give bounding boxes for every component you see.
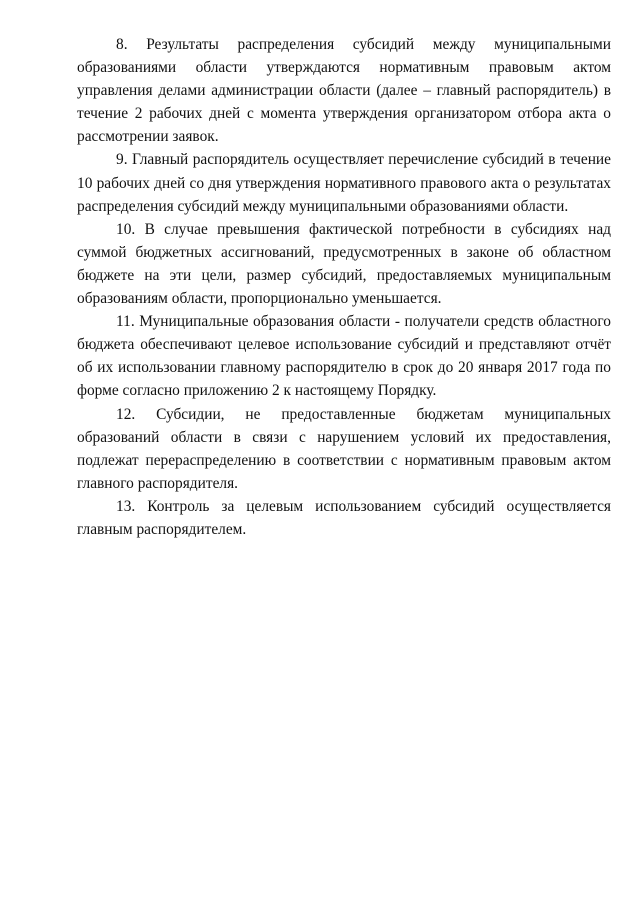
paragraph-8: 8. Результаты распределения субсидий между муниципальными образованиями области утверждаются нормативным правовым актом управления делами администрации области (далее – главный распорядитель) в течение 2 рабочих дней с момента утверждения организатором отбора акта о рассмотрении заявок. (77, 36, 611, 146)
paragraph-10: 10. В случае превышения фактической потребности в субсидиях над суммой бюджетных ассигнований, предусмотренных в законе об областном бюджете на эти цели, размер субсидий, предоставляемых муниципальным образованиям области, пропорционально уменьшается. (77, 220, 611, 308)
paragraph-9: 9. Главный распорядитель осуществляет перечисление субсидий в течение 10 рабочих дней со дня утверждения нормативного правового акта о результатах распределения субсидий между муниципальными образованиями области. (77, 151, 611, 215)
document-body (77, 33, 611, 541)
paragraph-13: 13. Контроль за целевым использованием субсидий осуществляется главным распорядителем. (77, 497, 611, 538)
paragraph-11: 11. Муниципальные образования области - получатели средств областного бюджета обеспечивают целевое использование субсидий и представляют отчёт об их использовании главному распорядителю в срок до 20 января 2017 года по форме согласно приложению 2 к настоящему Порядку. (77, 313, 611, 400)
paragraph-12: 12. Субсидии, не предоставленные бюджетам муниципальных образований области в связи с нарушением условий их предоставления, подлежат перераспределению в соответствии с нормативным правовым актом главного распорядителя. (77, 405, 611, 492)
